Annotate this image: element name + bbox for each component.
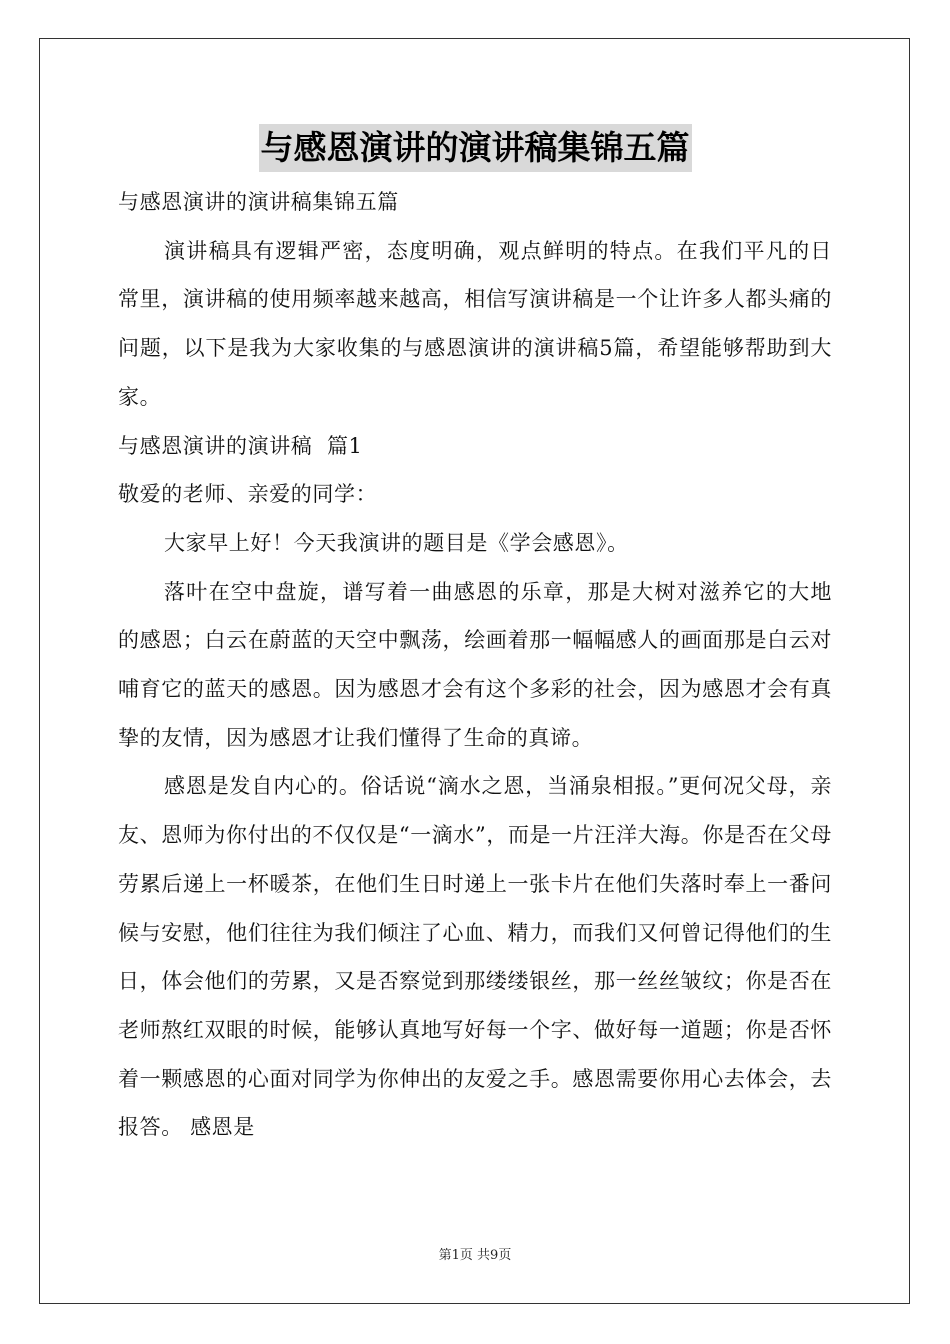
document-body — [118, 178, 832, 1152]
page-number: 第1页 共9页 — [438, 1248, 512, 1263]
salutation: 敬爱的老师、亲爱的同学： — [118, 482, 378, 507]
intro-paragraph: 演讲稿具有逻辑严密，态度明确，观点鲜明的特点。在我们平凡的日常里，演讲稿的使用频率越来越高，相信写演讲稿是一个让许多人都头痛的问题，以下是我为大家收集的与感恩演讲的演讲稿5篇，希望能够帮助到大家。 — [118, 238, 832, 409]
document-subtitle: 与感恩演讲的演讲稿集锦五篇 — [118, 190, 399, 214]
page-footer — [0, 1244, 950, 1263]
body-paragraph-1: 落叶在空中盘旋，谱写着一曲感恩的乐章，那是大树对滋养它的大地的感恩；白云在蔚蓝的天空中飘荡，绘画着那一幅幅感人的画面那是白云对哺育它的蓝天的感恩。因为感恩才会有这个多彩的社会，因为感恩才会有真挚的友情，因为感恩才让我们懂得了生命的真谛。 — [118, 579, 832, 750]
section-heading: 与感恩演讲的演讲稿 篇1 — [118, 433, 363, 458]
document-title: 与感恩演讲的演讲稿集锦五篇 — [259, 124, 692, 172]
greeting-paragraph: 大家早上好！今天我演讲的题目是《学会感恩》。 — [164, 530, 629, 555]
body-paragraph-2: 感恩是发自内心的。俗话说“滴水之恩，当涌泉相报。”更何况父母，亲友、恩师为你付出的不仅仅是“一滴水”，而是一片汪洋大海。你是否在父母劳累后递上一杯暖茶，在他们生日时递上一张卡片在他们失落时奉上一番问候与安慰，他们往往为我们倾注了心血、精力，而我们又何曾记得他们的生日，体会他们的劳累，又是否察觉到那缕缕银丝，那一丝丝皱纹；你是否在老师熬红双眼的时候，能够认真地写好每一个字、做好每一道题；你是否怀着一颗感恩的心面对同学为你伸出的友爱之手。感恩需要你用心去体会，去报答。 感恩是 — [118, 774, 832, 1140]
title-container — [0, 124, 950, 172]
